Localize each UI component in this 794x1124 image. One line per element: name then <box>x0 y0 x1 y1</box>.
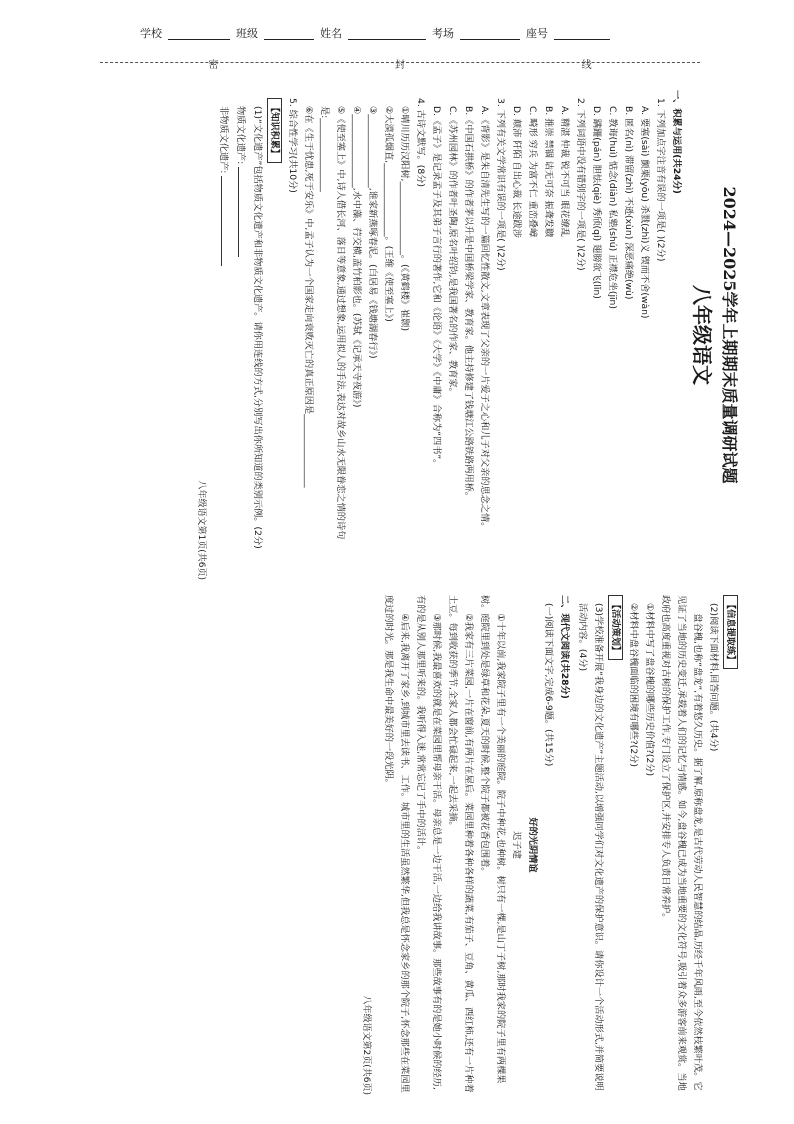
answer-line-tangible[interactable] <box>232 106 249 580</box>
q4-item[interactable]: ⑥在《生于忧患,死于安乐》中,孟子认为一个国家走向衰败灭亡的真正原因是________________ <box>303 106 314 488</box>
q3-option-b[interactable]: B.《中国石拱桥》的作者茅以升是中国桥梁学家、教育家。他主持修建了钱塘江公路铁路两用桥。 <box>463 106 474 502</box>
seal-mark: 密 <box>208 60 219 71</box>
essay-paragraph: ①十年以前,我家院子里有一个美丽的庭院。院子中种花,也种树。树只有一棵,是山丁子树,那时我家的院子里有两棵果树。庭院里到处是绿草和花朵,夏天的时候,整个院子都被花香包围着。 <box>479 595 506 1084</box>
answer-blank[interactable] <box>221 176 232 266</box>
room-label: 考场 <box>432 27 454 40</box>
activity-plan-question: (3)学校准备开展“我身边的文化遗产”主题活动,以增强同学们对文化遗产的保护意识。请你设计一个活动形式,并简要说明活动内容。(4分) <box>577 603 604 1091</box>
class-field[interactable] <box>264 27 314 40</box>
q1-option-c[interactable]: C. 教诲(huì) 惦念(diàn) 私塾(shú) 正襟危坐(jīn) <box>607 106 618 309</box>
q4-item[interactable]: ③________________,谁家新燕啄春泥。(白居易《钱塘湖春行》) <box>367 106 378 359</box>
exam-page-2 <box>50 595 740 1095</box>
q1-option-b[interactable]: B. 匿名(nì) 滞留(zhì) 不逊(xùn) 深恶痛绝(wù) <box>623 106 634 300</box>
material-question: ②材料中盘谷槐面临的困境有哪些?(2分) <box>628 603 639 767</box>
activity-plan-label: 【活动策划】 <box>608 595 623 660</box>
material-intro: (2)阅读下面材料,回答问题。(共4分) <box>708 603 719 752</box>
q4-item[interactable]: ⑤《使至塞上》中,诗人借长河、落日等意象,通过想象,运用拟人的手法,表达对故乡山水无限眷恋之情的诗句是:________________ <box>319 106 346 540</box>
q2-option-d[interactable]: D. 颠沛 阡陌 自出心裁 长途跋涉 <box>511 106 522 238</box>
q3-option-c[interactable]: C.《苏州园林》的作者叶圣陶,原名叶绍钧,是我国著名的作家、教育家。 <box>447 106 458 397</box>
seal-mark: 封 <box>394 60 405 71</box>
essay-paragraph: ③那时候,我最喜欢的就是在菜园里帮母亲干活。母亲总是一边干活,一边给我讲故事。那些故事有的是她小时候的经历,有的是从别人那里听来的。我听得入迷,常常忘记了手中的活计。 <box>415 595 442 1090</box>
answer-line-label: 物质文化遗产: <box>235 106 246 165</box>
material-question: ①材料中写了盘谷槐的哪些历史价值?(2分) <box>644 603 655 777</box>
question-3: 3. 下列有关文学常识有误的一项是( )(2分) <box>495 98 506 271</box>
q1-option-d[interactable]: D. 蹒跚(pán) 胆怯(qiè) 秀颀(qí) 翅膀欲飞(lǐn) <box>591 106 602 299</box>
exam-subject: 八年级语文 <box>690 285 714 385</box>
school-label: 学校 <box>140 27 162 40</box>
answer-line-label: 非物质文化遗产: <box>218 106 229 174</box>
question-1: 1. 下列加点字注音有误的一项是( )(2分) <box>655 98 666 262</box>
exam-info-row <box>140 22 700 44</box>
material-text: 盘谷槐,也称“盘龙”,有着悠久历史。据了解,原称盘龙,是古代劳动人民智慧的结晶,历经千年风雨,至今依然枝繁叶茂。它见证了当地的历史变迁,承载着人们的记忆与情感。如今,盘谷槐已成为当地重要的文化符号,吸引着众多游客前来观赏。当地政府也高度重视对古树的保护工作,专门设立了保护区,并安排专人负责日常养护。 <box>660 595 703 1091</box>
essay-author: 迟子建 <box>511 831 522 859</box>
school-field[interactable] <box>168 27 230 40</box>
q2-option-a[interactable]: A. 精湛 仲裁 锐不可当 眼花缭乱 <box>559 106 570 237</box>
name-field[interactable] <box>348 27 426 40</box>
page-footer: 八年级语文第2页(共6页) <box>361 995 371 1095</box>
answer-blank[interactable] <box>238 167 249 257</box>
section-heading: 二、现代文阅读(共28分) <box>559 595 570 699</box>
exam-page-1 <box>60 90 740 580</box>
page-footer: 八年级语文第1页(共6页) <box>196 480 206 580</box>
q3-option-a[interactable]: A.《背影》是朱自清先生写的一篇回忆性散文,文章表现了父亲的一片爱子之心和儿子对父亲的思念之情。 <box>479 106 490 532</box>
question-5: 5. 综合性学习(共10分) <box>287 98 298 193</box>
seat-label: 座号 <box>526 27 548 40</box>
answer-line-intangible[interactable] <box>215 106 232 580</box>
q4-item[interactable]: ②大漠孤烟直,________________。(王维《使至塞上》) <box>383 106 394 322</box>
reading-intro: (一)阅读下面文字,完成6-9题。(共15分) <box>543 603 554 767</box>
q1-option-a[interactable]: A. 要塞(sài) 颤栗(yōu) 杀戮(zhì)义 锲而不舍(wàn) <box>639 106 650 319</box>
q5-text: (1)“文化遗产”包括物质文化遗产和非物质文化遗产。请你用连线的方式,分别写出你所知道的类别示例。(2分) <box>252 106 263 549</box>
q2-option-c[interactable]: C. 畸形 穷兵 为富不仁 重峦叠嶂 <box>527 106 538 238</box>
question-4: 4. 古诗文默写。(8分) <box>415 98 426 188</box>
essay-title: 好的光阴情谊 <box>527 817 538 873</box>
seal-mark: 线 <box>581 60 592 71</box>
essay-paragraph: ④后来,我离开了家乡,到城市里去读书、工作。城市里的生活虽然繁华,但我总是怀念家乡的那个院子,怀念那些在菜园里度过的时光。那是我生命中最美好的一段光阴。 <box>383 595 410 1093</box>
knowledge-label: 【知识积累】 <box>267 98 282 163</box>
exam-title: 2024—2025学年上期期末质量调研试题 <box>720 186 739 484</box>
info-extract-label: 【信息提取练】 <box>723 595 738 669</box>
q4-item[interactable]: ①晴川历历汉阳树,________________。(《黄鹤楼》崔颢) <box>399 106 410 332</box>
q2-option-b[interactable]: B. 推崇 禁锢 诘无可奈 振聋发聩 <box>543 106 554 238</box>
question-2: 2. 下列词语中没有错别字的一项是( )(2分) <box>575 98 586 271</box>
class-label: 班级 <box>236 27 258 40</box>
seal-marks <box>120 56 680 71</box>
essay-paragraph: ②我家有三片菜园,一片在窗前,有两片在屋后。菜园里种着各种各样的蔬菜,有茄子、豆角、黄瓜、西红柿,还有一片种着土豆。每到收获的季节,全家人都会忙碌起来,一起去采摘。 <box>447 595 474 1093</box>
seat-field[interactable] <box>554 27 610 40</box>
q4-item[interactable]: ④________________,水中藻、荇交横,盖竹柏影也。(苏轼《记承天寺夜游》) <box>351 106 362 408</box>
room-field[interactable] <box>460 27 520 40</box>
name-label: 姓名 <box>320 27 342 40</box>
section-heading: 一、积累与运用(共24分) <box>671 90 682 194</box>
q3-option-d[interactable]: D.《孟子》是记录孟子及其弟子言行的著作,它和《论语》《大学》《中庸》合称为“四书”。 <box>431 106 442 469</box>
